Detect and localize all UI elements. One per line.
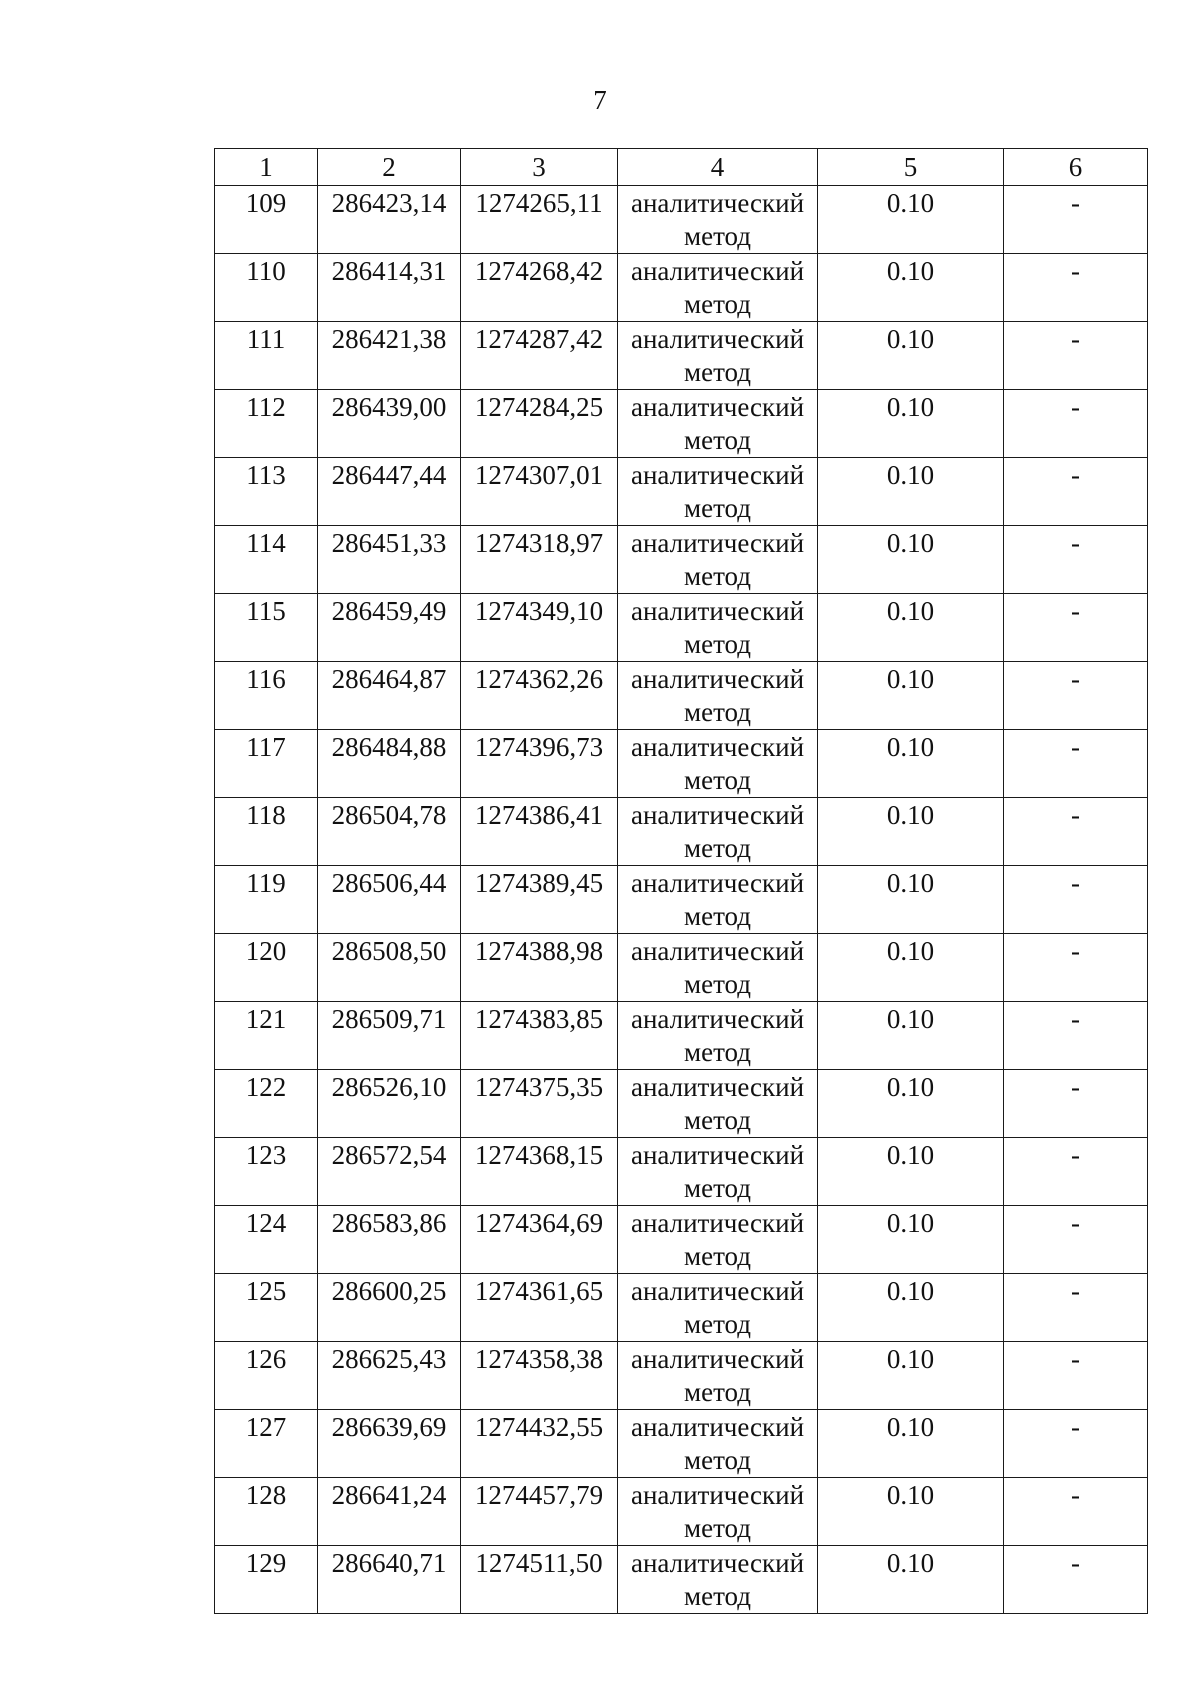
y-coordinate-cell: 1274457,79: [461, 1478, 618, 1546]
table-row: [215, 662, 1148, 730]
method-line-2: метод: [684, 765, 751, 795]
method-cell: [618, 1070, 818, 1138]
x-coordinate-cell: 286484,88: [318, 730, 461, 798]
point-number-cell: 113: [215, 458, 318, 526]
method-line-1: аналитический: [630, 1480, 805, 1510]
y-coordinate-cell: 1274287,42: [461, 322, 618, 390]
note-cell: -: [1004, 1138, 1148, 1206]
method-line-1: аналитический: [630, 1140, 805, 1170]
method-cell: [618, 1002, 818, 1070]
table-header: [215, 149, 1148, 186]
column-header-1: 1: [215, 149, 318, 186]
x-coordinate-cell: 286640,71: [318, 1546, 461, 1614]
precision-cell: 0.10: [818, 798, 1004, 866]
precision-cell: 0.10: [818, 594, 1004, 662]
y-coordinate-cell: 1274284,25: [461, 390, 618, 458]
table-row: [215, 866, 1148, 934]
table-row: [215, 1274, 1148, 1342]
table-row: [215, 1002, 1148, 1070]
method-cell: [618, 1342, 818, 1410]
x-coordinate-cell: 286421,38: [318, 322, 461, 390]
x-coordinate-cell: 286459,49: [318, 594, 461, 662]
method-line-1: аналитический: [630, 256, 805, 286]
x-coordinate-cell: 286625,43: [318, 1342, 461, 1410]
precision-cell: 0.10: [818, 1070, 1004, 1138]
table-row: [215, 1478, 1148, 1546]
y-coordinate-cell: 1274364,69: [461, 1206, 618, 1274]
y-coordinate-cell: 1274265,11: [461, 186, 618, 254]
note-cell: -: [1004, 1546, 1148, 1614]
precision-cell: 0.10: [818, 254, 1004, 322]
table-row: [215, 798, 1148, 866]
table-body: [215, 186, 1148, 1614]
header-row: [215, 149, 1148, 186]
method-line-2: метод: [684, 221, 751, 251]
method-line-2: метод: [684, 697, 751, 727]
precision-cell: 0.10: [818, 662, 1004, 730]
x-coordinate-cell: 286508,50: [318, 934, 461, 1002]
y-coordinate-cell: 1274432,55: [461, 1410, 618, 1478]
method-line-1: аналитический: [630, 1208, 805, 1238]
y-coordinate-cell: 1274307,01: [461, 458, 618, 526]
note-cell: -: [1004, 798, 1148, 866]
method-line-1: аналитический: [630, 1004, 805, 1034]
table-row: [215, 390, 1148, 458]
method-cell: [618, 662, 818, 730]
precision-cell: 0.10: [818, 458, 1004, 526]
method-cell: [618, 1206, 818, 1274]
method-line-2: метод: [684, 1173, 751, 1203]
x-coordinate-cell: 286506,44: [318, 866, 461, 934]
point-number-cell: 122: [215, 1070, 318, 1138]
method-line-2: метод: [684, 425, 751, 455]
method-cell: [618, 866, 818, 934]
table-row: [215, 322, 1148, 390]
method-line-2: метод: [684, 833, 751, 863]
note-cell: -: [1004, 730, 1148, 798]
y-coordinate-cell: 1274361,65: [461, 1274, 618, 1342]
precision-cell: 0.10: [818, 1546, 1004, 1614]
method-cell: [618, 934, 818, 1002]
column-header-6: 6: [1004, 149, 1148, 186]
point-number-cell: 125: [215, 1274, 318, 1342]
method-line-1: аналитический: [630, 1072, 805, 1102]
point-number-cell: 114: [215, 526, 318, 594]
point-number-cell: 117: [215, 730, 318, 798]
note-cell: -: [1004, 1342, 1148, 1410]
method-line-1: аналитический: [630, 324, 805, 354]
method-line-2: метод: [684, 561, 751, 591]
table-row: [215, 1342, 1148, 1410]
method-line-1: аналитический: [630, 1412, 805, 1442]
x-coordinate-cell: 286423,14: [318, 186, 461, 254]
table-row: [215, 1206, 1148, 1274]
method-line-2: метод: [684, 1513, 751, 1543]
point-number-cell: 129: [215, 1546, 318, 1614]
note-cell: -: [1004, 866, 1148, 934]
method-cell: [618, 322, 818, 390]
note-cell: -: [1004, 934, 1148, 1002]
method-cell: [618, 186, 818, 254]
table-row: [215, 1410, 1148, 1478]
note-cell: -: [1004, 458, 1148, 526]
point-number-cell: 118: [215, 798, 318, 866]
y-coordinate-cell: 1274389,45: [461, 866, 618, 934]
y-coordinate-cell: 1274396,73: [461, 730, 618, 798]
method-line-2: метод: [684, 289, 751, 319]
x-coordinate-cell: 286641,24: [318, 1478, 461, 1546]
x-coordinate-cell: 286464,87: [318, 662, 461, 730]
x-coordinate-cell: 286572,54: [318, 1138, 461, 1206]
column-header-4: 4: [618, 149, 818, 186]
precision-cell: 0.10: [818, 1206, 1004, 1274]
method-line-2: метод: [684, 1037, 751, 1067]
method-line-2: метод: [684, 1309, 751, 1339]
point-number-cell: 115: [215, 594, 318, 662]
note-cell: -: [1004, 662, 1148, 730]
precision-cell: 0.10: [818, 866, 1004, 934]
method-line-1: аналитический: [630, 732, 805, 762]
point-number-cell: 119: [215, 866, 318, 934]
y-coordinate-cell: 1274388,98: [461, 934, 618, 1002]
method-line-1: аналитический: [630, 528, 805, 558]
table-row: [215, 254, 1148, 322]
method-cell: [618, 1274, 818, 1342]
precision-cell: 0.10: [818, 1410, 1004, 1478]
x-coordinate-cell: 286451,33: [318, 526, 461, 594]
note-cell: -: [1004, 186, 1148, 254]
method-cell: [618, 526, 818, 594]
y-coordinate-cell: 1274349,10: [461, 594, 618, 662]
table-row: [215, 1070, 1148, 1138]
table-row: [215, 1546, 1148, 1614]
point-number-cell: 116: [215, 662, 318, 730]
method-line-2: метод: [684, 969, 751, 999]
method-cell: [618, 798, 818, 866]
precision-cell: 0.10: [818, 186, 1004, 254]
note-cell: -: [1004, 1274, 1148, 1342]
y-coordinate-cell: 1274268,42: [461, 254, 618, 322]
method-line-2: метод: [684, 1105, 751, 1135]
y-coordinate-cell: 1274362,26: [461, 662, 618, 730]
point-number-cell: 124: [215, 1206, 318, 1274]
method-line-1: аналитический: [630, 868, 805, 898]
method-line-1: аналитический: [630, 936, 805, 966]
method-line-2: метод: [684, 629, 751, 659]
precision-cell: 0.10: [818, 1274, 1004, 1342]
point-number-cell: 121: [215, 1002, 318, 1070]
method-line-1: аналитический: [630, 596, 805, 626]
y-coordinate-cell: 1274318,97: [461, 526, 618, 594]
column-header-2: 2: [318, 149, 461, 186]
point-number-cell: 109: [215, 186, 318, 254]
point-number-cell: 111: [215, 322, 318, 390]
x-coordinate-cell: 286526,10: [318, 1070, 461, 1138]
precision-cell: 0.10: [818, 730, 1004, 798]
point-number-cell: 123: [215, 1138, 318, 1206]
method-line-1: аналитический: [630, 1548, 805, 1578]
point-number-cell: 126: [215, 1342, 318, 1410]
y-coordinate-cell: 1274386,41: [461, 798, 618, 866]
method-cell: [618, 1546, 818, 1614]
method-cell: [618, 594, 818, 662]
note-cell: -: [1004, 322, 1148, 390]
precision-cell: 0.10: [818, 1342, 1004, 1410]
precision-cell: 0.10: [818, 322, 1004, 390]
method-line-1: аналитический: [630, 460, 805, 490]
note-cell: -: [1004, 1070, 1148, 1138]
method-line-2: метод: [684, 357, 751, 387]
column-header-5: 5: [818, 149, 1004, 186]
note-cell: -: [1004, 1478, 1148, 1546]
method-cell: [618, 1478, 818, 1546]
x-coordinate-cell: 286509,71: [318, 1002, 461, 1070]
table-row: [215, 1138, 1148, 1206]
column-header-3: 3: [461, 149, 618, 186]
method-line-1: аналитический: [630, 1276, 805, 1306]
y-coordinate-cell: 1274358,38: [461, 1342, 618, 1410]
x-coordinate-cell: 286639,69: [318, 1410, 461, 1478]
note-cell: -: [1004, 526, 1148, 594]
method-cell: [618, 254, 818, 322]
method-line-2: метод: [684, 493, 751, 523]
method-cell: [618, 1410, 818, 1478]
y-coordinate-cell: 1274375,35: [461, 1070, 618, 1138]
y-coordinate-cell: 1274511,50: [461, 1546, 618, 1614]
table-row: [215, 526, 1148, 594]
method-cell: [618, 1138, 818, 1206]
method-line-1: аналитический: [630, 392, 805, 422]
x-coordinate-cell: 286583,86: [318, 1206, 461, 1274]
table-row: [215, 934, 1148, 1002]
method-line-2: метод: [684, 901, 751, 931]
precision-cell: 0.10: [818, 1138, 1004, 1206]
point-number-cell: 128: [215, 1478, 318, 1546]
method-line-1: аналитический: [630, 188, 805, 218]
table-row: [215, 458, 1148, 526]
point-number-cell: 127: [215, 1410, 318, 1478]
note-cell: -: [1004, 390, 1148, 458]
note-cell: -: [1004, 1002, 1148, 1070]
point-number-cell: 120: [215, 934, 318, 1002]
x-coordinate-cell: 286600,25: [318, 1274, 461, 1342]
x-coordinate-cell: 286504,78: [318, 798, 461, 866]
method-line-1: аналитический: [630, 1344, 805, 1374]
precision-cell: 0.10: [818, 390, 1004, 458]
point-number-cell: 110: [215, 254, 318, 322]
point-number-cell: 112: [215, 390, 318, 458]
method-line-2: метод: [684, 1241, 751, 1271]
method-line-2: метод: [684, 1445, 751, 1475]
precision-cell: 0.10: [818, 934, 1004, 1002]
method-cell: [618, 458, 818, 526]
table-row: [215, 730, 1148, 798]
x-coordinate-cell: 286414,31: [318, 254, 461, 322]
precision-cell: 0.10: [818, 526, 1004, 594]
method-line-1: аналитический: [630, 664, 805, 694]
method-cell: [618, 390, 818, 458]
table-row: [215, 594, 1148, 662]
x-coordinate-cell: 286447,44: [318, 458, 461, 526]
method-line-2: метод: [684, 1377, 751, 1407]
coordinates-table: [214, 148, 1148, 1614]
y-coordinate-cell: 1274383,85: [461, 1002, 618, 1070]
x-coordinate-cell: 286439,00: [318, 390, 461, 458]
note-cell: -: [1004, 254, 1148, 322]
note-cell: -: [1004, 1410, 1148, 1478]
precision-cell: 0.10: [818, 1478, 1004, 1546]
method-line-1: аналитический: [630, 800, 805, 830]
method-cell: [618, 730, 818, 798]
note-cell: -: [1004, 1206, 1148, 1274]
note-cell: -: [1004, 594, 1148, 662]
precision-cell: 0.10: [818, 1002, 1004, 1070]
method-line-2: метод: [684, 1581, 751, 1611]
page-number: 7: [593, 85, 607, 115]
y-coordinate-cell: 1274368,15: [461, 1138, 618, 1206]
table-row: [215, 186, 1148, 254]
